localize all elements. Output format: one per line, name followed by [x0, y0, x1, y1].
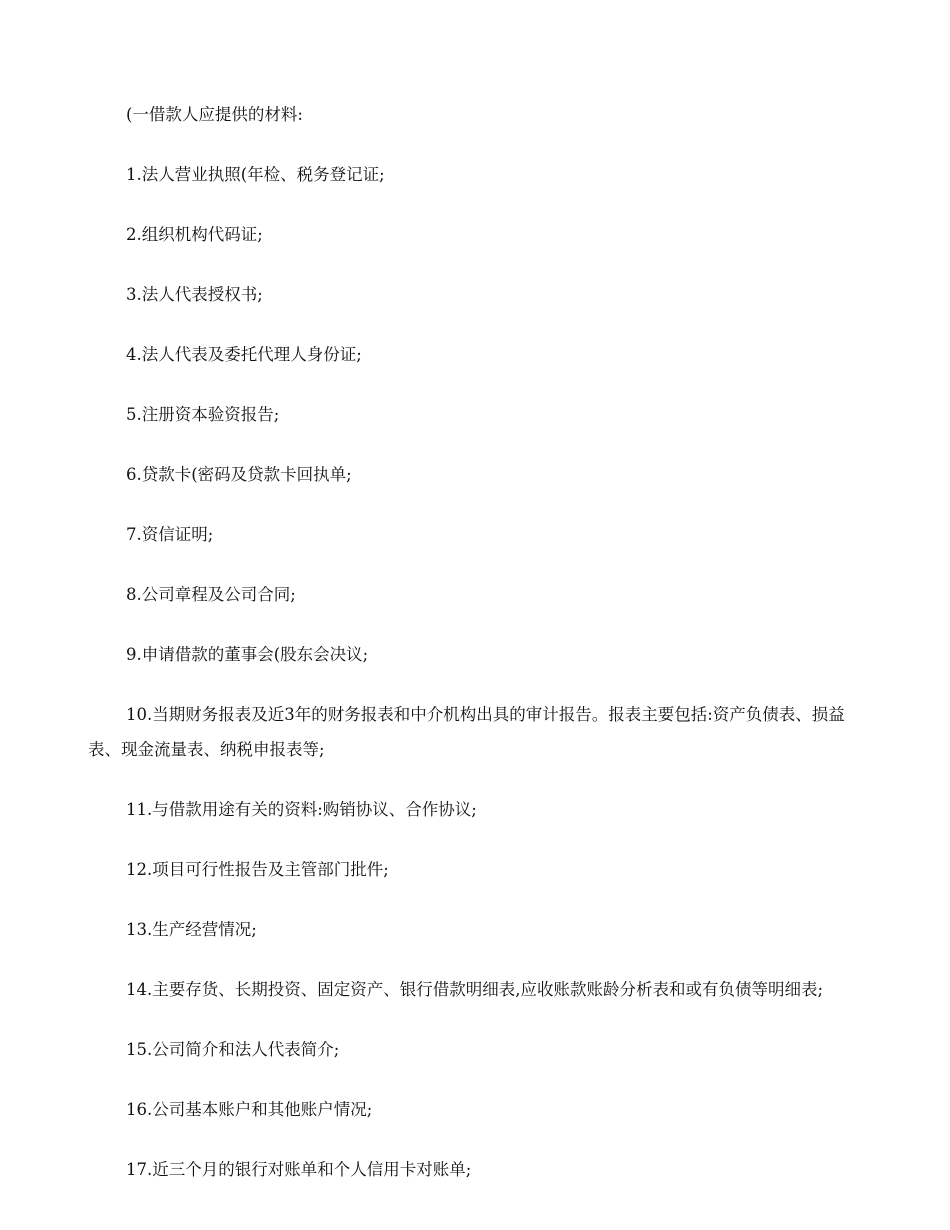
list-item: 2.组织机构代码证; — [126, 225, 263, 244]
section-heading: (一借款人应提供的材料: — [126, 105, 303, 124]
list-item: 7.资信证明; — [126, 525, 214, 544]
list-item: 13.生产经营情况; — [126, 920, 257, 939]
list-item: 11.与借款用途有关的资料:购销协议、合作协议; — [126, 800, 477, 819]
list-item: 16.公司基本账户和其他账户情况; — [126, 1100, 373, 1119]
list-item: 9.申请借款的董事会(股东会决议; — [126, 645, 369, 664]
list-item: 3.法人代表授权书; — [126, 285, 263, 304]
list-item: 17.近三个月的银行对账单和个人信用卡对账单; — [126, 1160, 472, 1179]
list-item: 6.贷款卡(密码及贷款卡回执单; — [126, 465, 352, 484]
list-item: 5.注册资本验资报告; — [126, 405, 280, 424]
list-item: 8.公司章程及公司合同; — [126, 585, 296, 604]
list-item: 12.项目可行性报告及主管部门批件; — [126, 860, 389, 879]
list-item: 1.法人营业执照(年检、税务登记证; — [126, 165, 385, 184]
list-item: 10.当期财务报表及近3年的财务报表和中介机构出具的审计报告。报表主要包括:资产负债表、损益表、现金流量表、纳税申报表等; — [88, 705, 845, 759]
list-item: 4.法人代表及委托代理人身份证; — [126, 345, 362, 364]
list-item: 14.主要存货、长期投资、固定资产、银行借款明细表,应收账款账龄分析表和或有负债等明细表; — [126, 980, 824, 999]
list-item: 15.公司简介和法人代表简介; — [126, 1040, 340, 1059]
